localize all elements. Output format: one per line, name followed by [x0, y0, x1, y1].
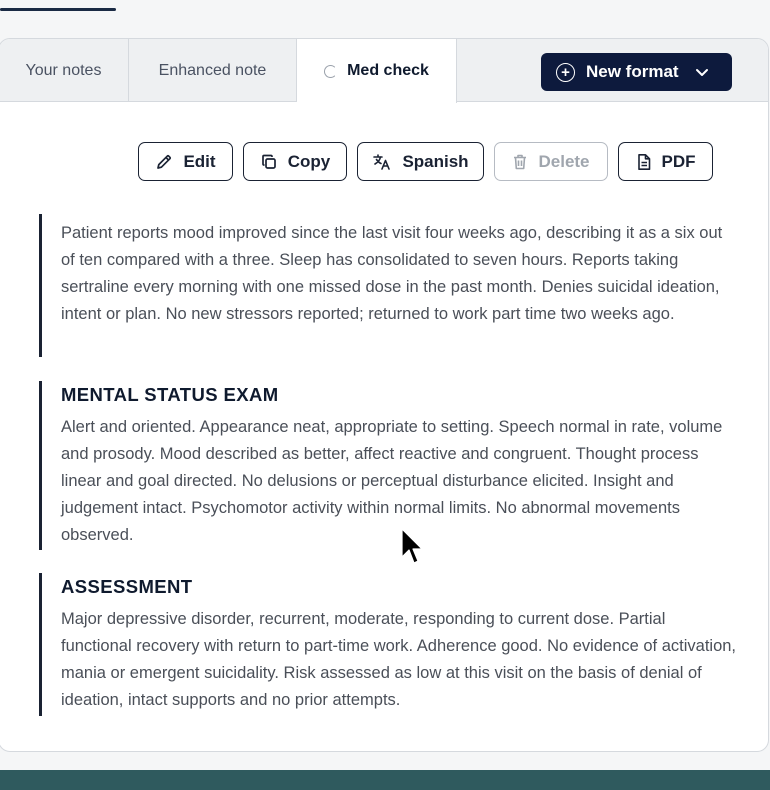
note-section-summary — [39, 214, 739, 357]
tab-bar — [0, 39, 768, 102]
note-section-assessment — [39, 573, 739, 716]
delete-label: Delete — [538, 151, 590, 171]
edit-button[interactable] — [138, 142, 233, 181]
translate-spanish-button[interactable] — [357, 142, 484, 181]
plus-circle-icon: + — [556, 63, 575, 82]
copy-icon — [260, 153, 278, 171]
edit-label: Edit — [183, 151, 216, 171]
document-icon — [636, 153, 652, 171]
note-toolbar — [0, 142, 768, 182]
tab-your-notes[interactable] — [0, 39, 129, 102]
loading-spinner-icon — [324, 65, 337, 78]
active-nav-underline — [0, 8, 116, 11]
tab-enhanced-note[interactable] — [129, 39, 297, 102]
new-format-label: New format — [586, 62, 679, 81]
tab-label: Enhanced note — [158, 61, 267, 79]
spanish-label: Spanish — [402, 151, 469, 171]
footer-band — [0, 770, 770, 790]
section-body: Patient reports mood improved since the last visit four weeks ago, describing it as a six out of ten compared with a three. Sleep has consolidated to seven hours. Reports taking sertraline every morning with one missed dose in the past month. Denies suicidal ideation, intent or plan. No new stressors reported; returned to work part time two weeks ago. — [61, 224, 723, 323]
copy-button[interactable] — [243, 142, 347, 181]
copy-label: Copy — [287, 151, 331, 171]
trash-icon — [512, 153, 528, 171]
new-format-button[interactable] — [541, 53, 732, 91]
pdf-button[interactable] — [618, 142, 713, 181]
tab-label: Med check — [347, 62, 429, 79]
chevron-down-icon — [695, 62, 709, 82]
section-heading: MENTAL STATUS EXAM — [61, 384, 279, 405]
tab-med-check[interactable] — [297, 39, 457, 103]
pdf-label: PDF — [661, 151, 696, 171]
section-body: Alert and oriented. Appearance neat, appropriate to setting. Speech normal in rate, volume and prosody. Mood described as better, affect reactive and congruent. Thought process linear and goal directed. No delusions or perceptual disturbance elicited. Insight and judgement intact. Psychomotor activity within normal limits. No abnormal movements observed. — [61, 418, 723, 544]
delete-button[interactable] — [494, 142, 608, 181]
pencil-icon — [155, 153, 173, 171]
note-section-mental-status-exam — [39, 381, 739, 550]
section-body: Major depressive disorder, recurrent, moderate, responding to current dose. Partial functional recovery with return to part-time work. Adherence good. No evidence of activation, mania or emergent suicidality. Risk assessed as low at this visit on the basis of denial of ideation, intact supports and no prior attempts. — [61, 610, 737, 709]
mouse-pointer-icon — [400, 527, 424, 574]
tab-label: Your notes — [25, 61, 102, 79]
note-card — [0, 38, 769, 752]
section-heading: ASSESSMENT — [61, 576, 193, 597]
translate-icon — [372, 153, 392, 171]
